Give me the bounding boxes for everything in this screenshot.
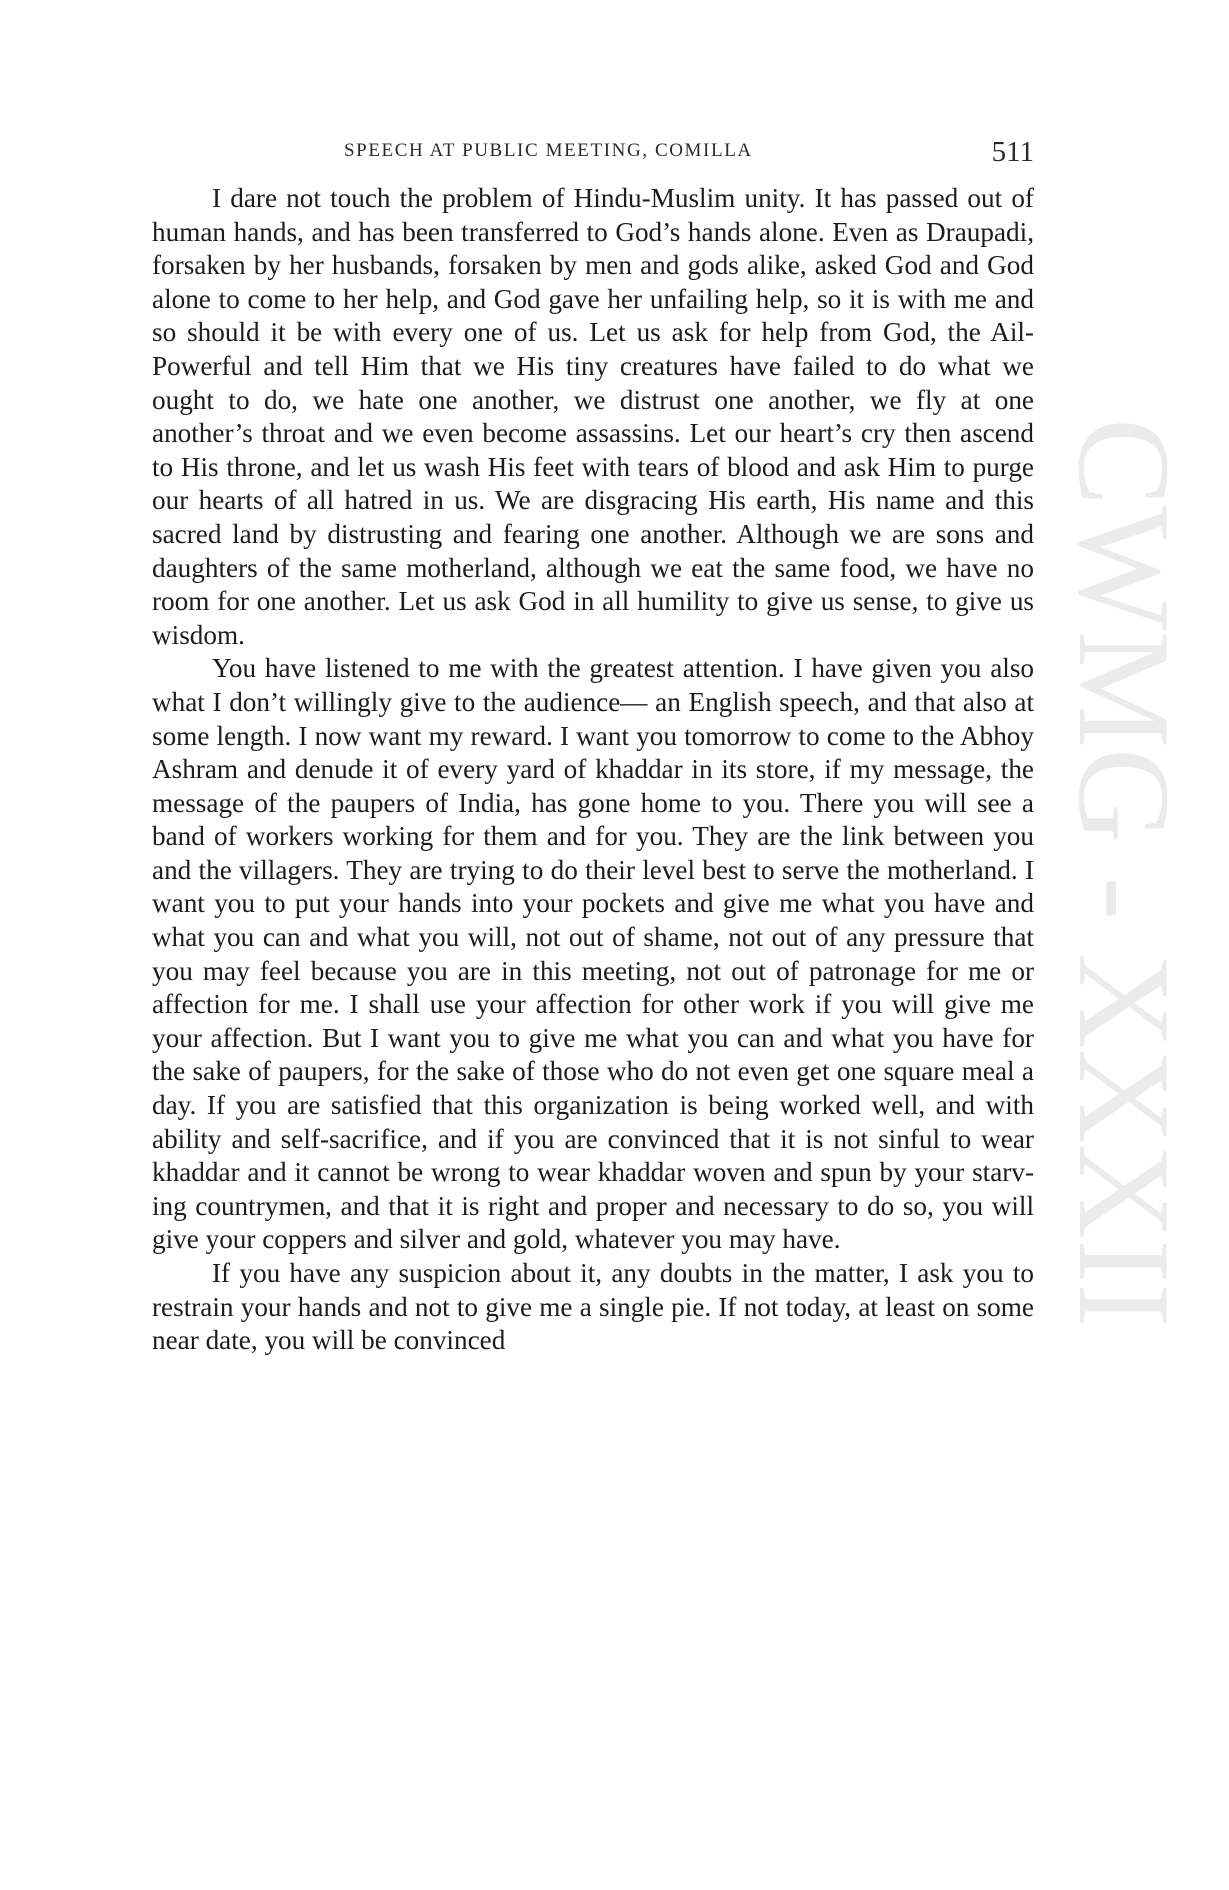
paragraph-3: If you have any suspicion about it, any doubts in the matter, I ask you to restrain your hands and not to give me a single pie. If not today, at least on some near date, you will be convinced	[152, 1258, 1034, 1356]
paragraph-2: You have listened to me with the greatest attention. I have given you also what I don’t willingly give to the audience— an English speech, and that also at some length. I now want my reward. I want you tomorrow to come to the Abhoy Ashram and denude it of every yard of khaddar in its store, if my message, the message of the paupers of India, has gone home to you. There you will see a band of workers working for them and for you. They are the link between you and the villagers. They are trying to do their level best to serve the motherland. I want you to put your hands into your pockets and give me what you have and what you can and what you will, not out of shame, not out of any pressure that you may feel because you are in this meeting, not out of patronage for me or affection for me. I shall use your affection for other work if you will give me your affection. But I want you to give me what you can and what you have for the sake of paupers, for the sake of those who do not even get one square meal a day. If you are satisfied that this organization is being worked well, and with ability and self-sacrifice, and if you are convinced that it is not sinful to wear khaddar and it cannot be wrong to wear khaddar woven and spun by your starving countrymen, and that it is right and proper and necessary to do so, you will give your coppers and silver and gold, whatever you may have.	[152, 653, 1034, 1255]
paragraph-1: I dare not touch the problem of Hindu-Muslim unity. It has passed out of human hands, and has been transferred to God’s hands alone. Even as Draupadi, forsaken by her husbands, forsaken by men and gods alike, asked God and God alone to come to her help, and God gave her unfailing help, so it is with me and so should it be with every one of us. Let us ask for help from God, the Ail-Powerful and tell Him that we His tiny creatures have failed to do what we ought to do, we hate one another, we distrust one another, we fly at one another’s throat and we even become assassins. Let our heart’s cry then ascend to His throne, and let us wash His feet with tears of blood and ask Him to purge our hearts of all hatred in us. We are disgracing His earth, His name and this sacred land by distrusting and fearing one another. Although we are sons and daughters of the same motherland, although we eat the same food, we have no room for one another. Let us ask God in all humility to give us sense, to give us wisdom.	[152, 183, 1034, 650]
page-header	[152, 136, 1034, 170]
body-text	[152, 182, 1034, 1358]
watermark	[1040, 418, 1210, 1488]
page-number: 511	[991, 136, 1034, 168]
running-head: SPEECH AT PUBLIC MEETING, COMILLA	[344, 140, 753, 161]
watermark-text: CWMG - XXXII	[1051, 418, 1198, 1328]
